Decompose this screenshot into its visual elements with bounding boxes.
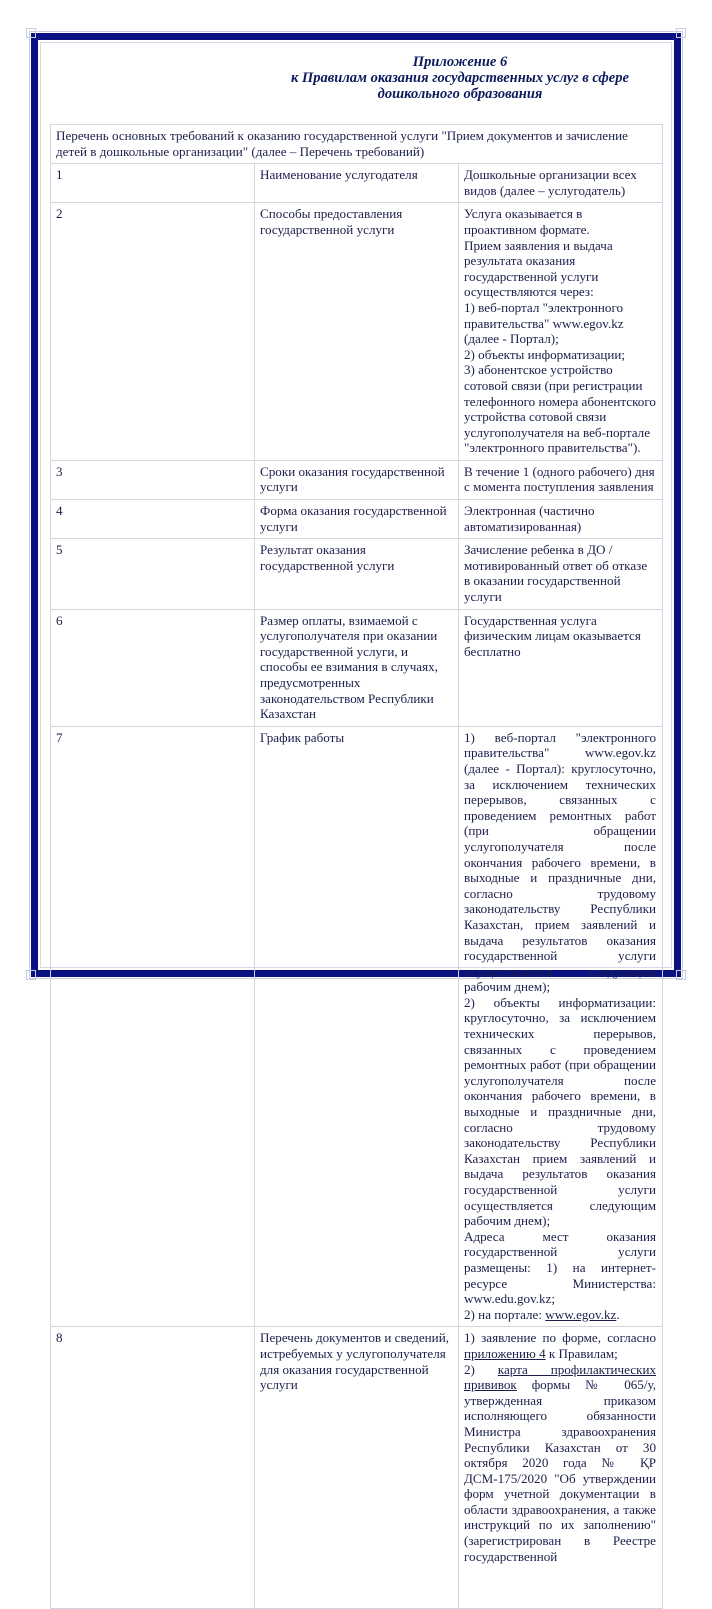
row-name: Способы предоставления государственной услуги	[255, 203, 459, 461]
row-name: Размер оплаты, взимаемой с услугополучателя при оказании государственной услуги, и способы ее взимания в случаях, предусмотренных законодательством Республики Казахстан	[255, 609, 459, 726]
value-text: к Правилам;	[545, 1345, 618, 1361]
value-line: Прием заявления и выдача результата оказания государственной услуги осуществляются через:	[464, 237, 613, 300]
value-line: Электронная (частично автоматизированная)	[464, 503, 595, 534]
value-text: .	[616, 1306, 620, 1322]
table-row	[51, 460, 663, 499]
value-line: Услуга оказывается в проактивном формате.	[464, 206, 590, 237]
row-name: Результат оказания государственной услуги	[255, 539, 459, 609]
corner-ornament	[676, 28, 686, 38]
row-value	[459, 500, 663, 539]
vaccination-card-link[interactable]: карта профилактических прививок	[464, 1361, 656, 1393]
table-row	[51, 164, 663, 203]
table-caption: Перечень основных требований к оказанию государственной услуги "Прием документов и зачисление детей в дошкольные организации" (далее – Перечень требований)	[51, 125, 663, 164]
value-line	[464, 1362, 656, 1565]
value-spacer	[464, 1564, 656, 1604]
requirements-table	[50, 124, 663, 1609]
row-name: Сроки оказания государственной услуги	[255, 460, 459, 499]
row-number: 7	[51, 726, 255, 1327]
row-number: 3	[51, 460, 255, 499]
value-line: Дошкольные организации всех видов (далее – услугодатель)	[464, 167, 637, 198]
appendix-heading-line: Приложение 6	[412, 54, 508, 70]
value-line: В течение 1 (одного рабочего) дня с момента поступления заявления	[464, 463, 655, 495]
appendix-heading-line: к Правилам оказания государственных услуг в сфере	[291, 70, 629, 86]
row-value	[459, 539, 663, 609]
row-name: График работы	[255, 726, 459, 1327]
table-row	[51, 500, 663, 539]
row-value	[459, 203, 663, 461]
row-value	[459, 164, 663, 203]
corner-ornament	[676, 970, 686, 980]
value-line: Государственная услуга физическим лицам оказывается бесплатно	[464, 612, 641, 659]
appendix-heading-line: дошкольного образования	[377, 86, 543, 102]
row-value	[459, 1327, 663, 1609]
value-text: 2) на портале:	[464, 1306, 546, 1322]
value-text: 1) заявление по форме, согласно	[464, 1330, 656, 1346]
value-line: 2) объекты информатизации: круглосуточно, за исключением технических перерывов, связанных с проведением ремонтных работ (при обращении услугополучателя после окончания рабочего времени, в выходные и праздничные дни, согласно трудовому законодательству Республики Казахстан прием заявлений и выдача результатов оказания государственной услуги осуществляется следующим рабочим днем);	[464, 994, 656, 1229]
row-number: 4	[51, 500, 255, 539]
table-row	[51, 726, 663, 1327]
value-text: 2)	[464, 1361, 498, 1377]
value-line: 2) объекты информатизации;	[464, 346, 626, 362]
value-line: 1) веб-портал "электронного правительства" www.egov.kz (далее - Портал): круглосуточно, за исключением технических перерывов, связанных с проведением ремонтных работ (при обращении услугополучателя после окончания рабочего времени, в выходные и праздничные дни, согласно трудовому законодательству Республики Казахстан, прием заявлений и выдача результатов оказания государственной услуги осуществляется следующим рабочим днем);	[464, 729, 656, 995]
corner-ornament	[26, 28, 36, 38]
table-row	[51, 539, 663, 609]
corner-ornament	[26, 970, 36, 980]
row-number: 6	[51, 609, 255, 726]
value-line	[464, 1307, 656, 1323]
row-number: 1	[51, 164, 255, 203]
table-row	[51, 203, 663, 461]
value-line	[464, 1330, 656, 1361]
row-number: 5	[51, 539, 255, 609]
appendix-4-link[interactable]: приложению 4	[464, 1345, 546, 1361]
table-row	[51, 609, 663, 726]
row-number: 2	[51, 203, 255, 461]
row-value	[459, 609, 663, 726]
value-line: 3) абонентское устройство сотовой связи (при регистрации телефонного номера абонентского устройства сотовой связи услугополучателя на веб-портале "электронного правительства").	[464, 362, 656, 456]
egov-portal-link[interactable]: www.egov.kz	[545, 1306, 617, 1322]
value-line: Адреса мест оказания государственной услуги размещены: 1) на интернет-ресурсе Министерства: www.edu.gov.kz;	[464, 1228, 656, 1307]
row-name: Перечень документов и сведений, истребуемых у услугополучателя для оказания государственной услуги	[255, 1327, 459, 1609]
row-name: Форма оказания государственной услуги	[255, 500, 459, 539]
table-caption-row	[51, 125, 663, 164]
value-text: формы № 065/у, утвержденная приказом исполняющего обязанности Министра здравоохранения Республики Казахстан от 30 октября 2020 года № ҚР ДСМ-175/2020 "Об утверждении форм учетной документации в области здравоохранения, а также инструкций по их заполнению" (зарегистрирован в Реестре государственной	[464, 1377, 656, 1564]
value-line: 1) веб-портал "электронного правительства" www.egov.kz (далее - Портал);	[464, 299, 624, 347]
table-row	[51, 1327, 663, 1609]
row-value	[459, 460, 663, 499]
row-number: 8	[51, 1327, 255, 1609]
appendix-heading	[270, 54, 650, 102]
row-name: Наименование услугодателя	[255, 164, 459, 203]
row-value	[459, 726, 663, 1327]
value-line: Зачисление ребенка в ДО /мотивированный ответ об отказе в оказании государственной услуги	[464, 542, 648, 605]
